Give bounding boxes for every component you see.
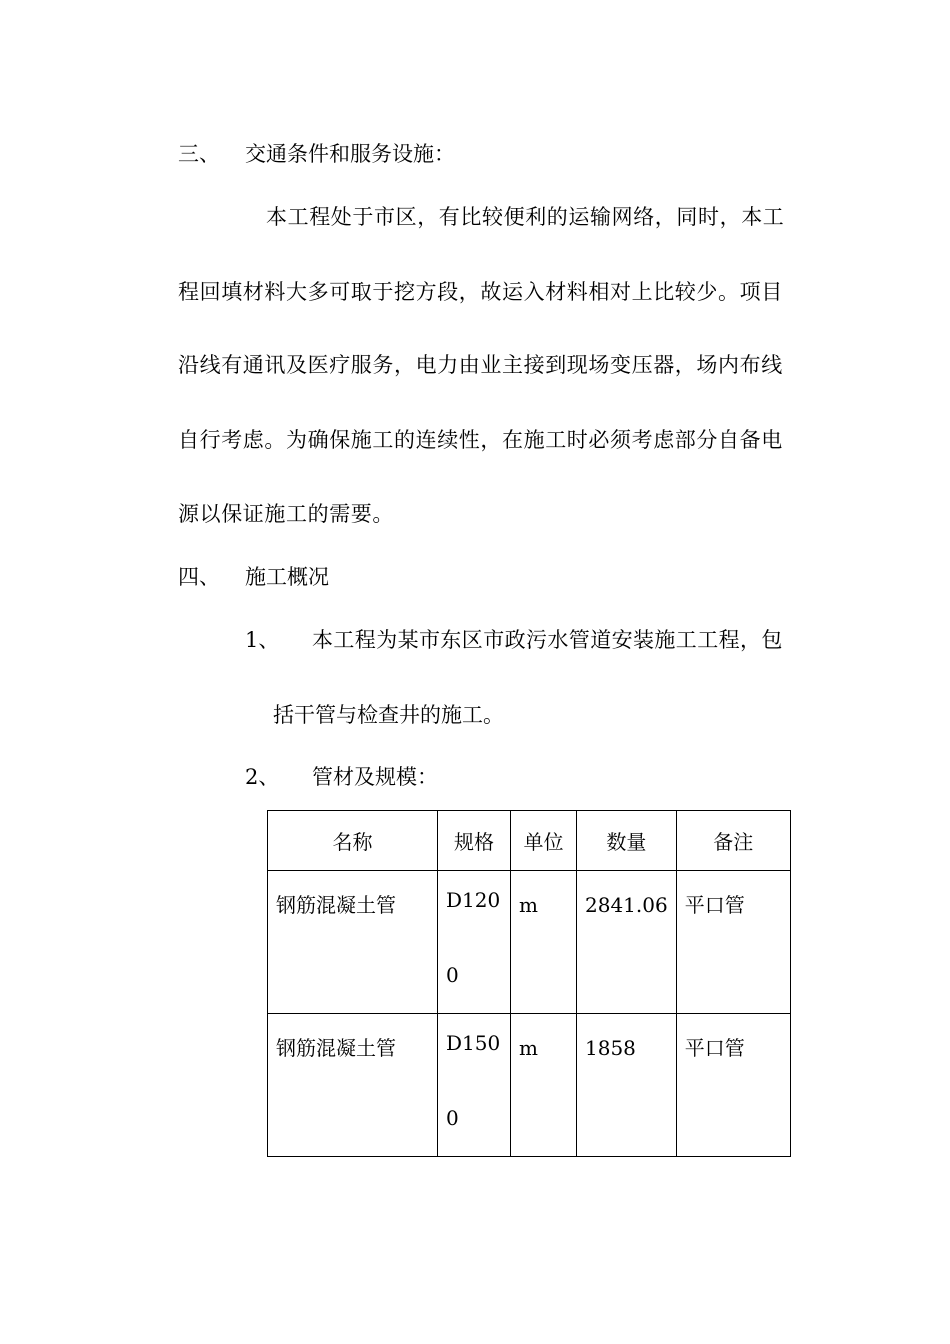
cell-unit: m <box>511 871 577 1014</box>
item2-number: 2、 <box>245 765 280 789</box>
table-header-row <box>268 811 791 871</box>
item1-line-2: 括干管与检查井的施工。 <box>273 703 504 727</box>
section4-number: 四、 <box>178 565 220 589</box>
section3-number: 三、 <box>178 142 220 166</box>
header-note: 备注 <box>676 811 790 871</box>
cell-qty: 2841.06 <box>577 871 677 1014</box>
cell-spec: D150 0 <box>438 1014 511 1157</box>
cell-spec: D120 0 <box>438 871 511 1014</box>
cell-unit: m <box>511 1014 577 1157</box>
cell-note: 平口管 <box>676 1014 790 1157</box>
cell-note: 平口管 <box>676 871 790 1014</box>
section3-title: 交通条件和服务设施： <box>245 142 455 166</box>
header-unit: 单位 <box>511 811 577 871</box>
pipe-material-table <box>267 810 791 1157</box>
section3-line-2: 程回填材料大多可取于挖方段，故运入材料相对上比较少。项目 <box>178 280 783 304</box>
section3-line-4: 自行考虑。为确保施工的连续性，在施工时必须考虑部分自备电 <box>178 428 783 452</box>
cell-name: 钢筋混凝土管 <box>268 871 438 1014</box>
table-row <box>268 1014 791 1157</box>
table-row <box>268 871 791 1014</box>
header-qty: 数量 <box>577 811 677 871</box>
section3-line-3: 沿线有通讯及医疗服务，电力由业主接到现场变压器，场内布线 <box>178 353 783 377</box>
section4-title: 施工概况 <box>245 565 329 589</box>
header-name: 名称 <box>268 811 438 871</box>
cell-name: 钢筋混凝土管 <box>268 1014 438 1157</box>
section3-line-5: 源以保证施工的需要。 <box>178 502 394 526</box>
header-spec: 规格 <box>438 811 511 871</box>
section3-line-1: 本工程处于市区，有比较便利的运输网络，同时，本工 <box>266 205 785 229</box>
item1-number: 1、 <box>245 628 280 652</box>
cell-qty: 1858 <box>577 1014 677 1157</box>
item1-line-1: 本工程为某市东区市政污水管道安装施工工程，包 <box>312 628 783 652</box>
item2-title: 管材及规模： <box>312 765 438 789</box>
